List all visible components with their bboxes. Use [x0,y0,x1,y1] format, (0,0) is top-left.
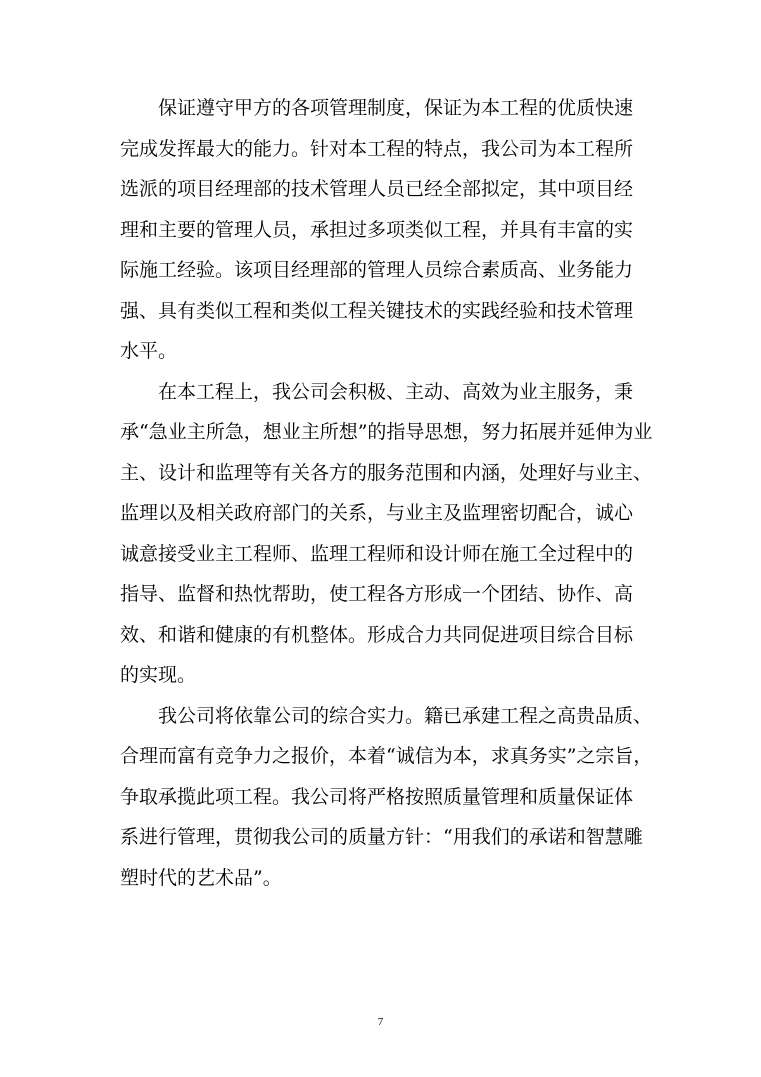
paragraph-line: 我公司将依靠公司的综合实力。籍已承建工程之高贵品质、 [158,704,653,727]
paragraph-line: 保证遵守甲方的各项管理制度，保证为本工程的优质快速 [158,97,634,119]
paragraph-line: 完成发挥最大的能力。针对本工程的特点，我公司为本工程所 [120,137,634,160]
paragraph-line: 主、设计和监理等有关各方的服务范围和内涵，处理好与业主、 [120,461,653,484]
paragraph-line: 理和主要的管理人员，承担过多项类似工程，并具有丰富的实 [120,218,634,241]
document-body [120,88,653,898]
paragraph-line: 合理而富有竞争力之报价，本着“诚信为本，求真务实”之宗旨， [120,745,653,767]
paragraph-line: 诚意接受业主工程师、监理工程师和设计师在施工全过程中的 [120,542,634,565]
paragraph-line: 承“急业主所急，想业主所想”的指导思想，努力拓展并延伸为业 [120,421,653,443]
paragraph-line: 在本工程上，我公司会积极、主动、高效为业主服务，秉 [158,380,634,403]
paragraph-3 [120,696,653,899]
page-number: 7 [377,1016,384,1028]
paragraph-1 [120,88,640,372]
paragraph-line: 的实现。 [120,664,197,686]
paragraph-line: 际施工经验。该项目经理部的管理人员综合素质高、业务能力 [120,259,634,281]
paragraph-line: 争取承揽此项工程。我公司将严格按照质量管理和质量保证体 [120,785,634,808]
paragraph-line: 指导、监督和热忱帮助，使工程各方形成一个团结、协作、高 [120,583,634,605]
paragraph-line: 强、具有类似工程和类似工程关键技术的实践经验和技术管理 [120,299,634,322]
paragraph-line: 塑时代的艺术品”。 [120,866,282,889]
paragraph-line: 选派的项目经理部的技术管理人员已经全部拟定，其中项目经 [120,178,634,200]
paragraph-line: 监理以及相关政府部门的关系，与业主及监理密切配合，诚心 [120,502,634,524]
paragraph-2 [120,372,653,696]
paragraph-line: 效、和谐和健康的有机整体。形成合力共同促进项目综合目标 [120,623,634,646]
paragraph-line: 系进行管理，贯彻我公司的质量方针：“用我们的承诺和智慧雕 [120,826,643,848]
paragraph-line: 水平。 [120,340,178,362]
